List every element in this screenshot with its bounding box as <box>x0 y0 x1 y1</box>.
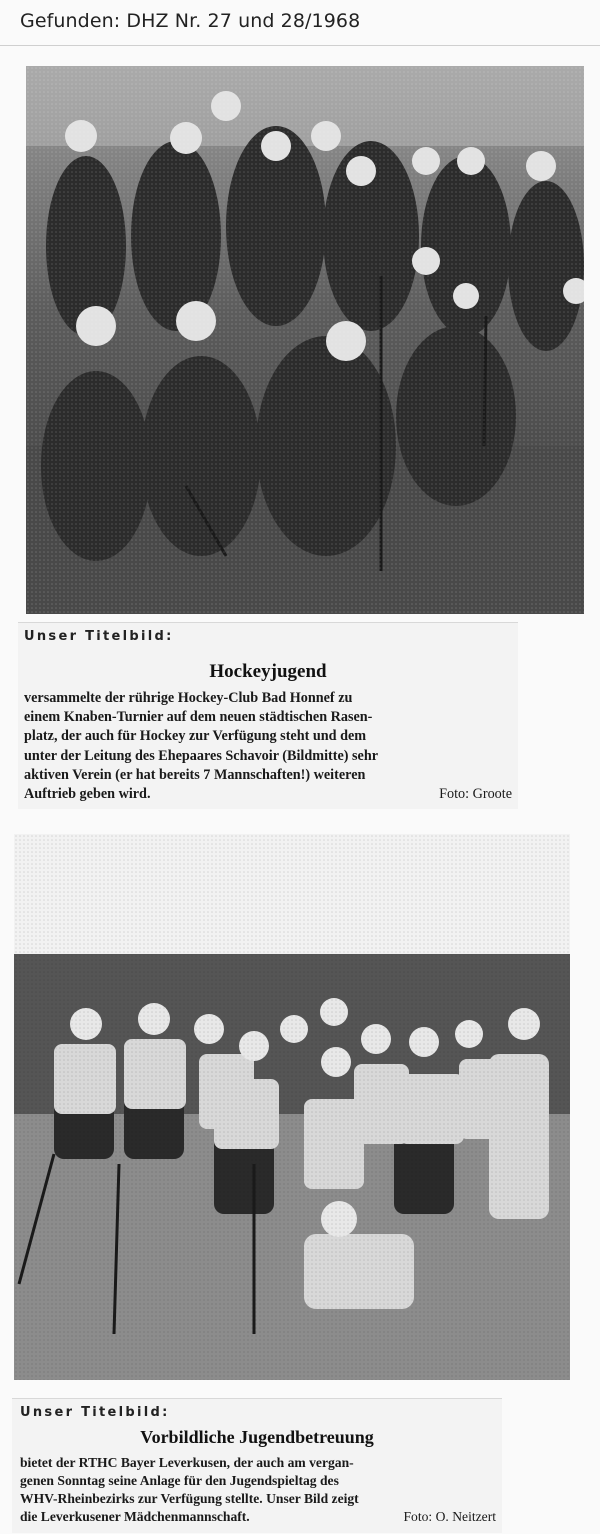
article-headline: Hockeyjugend <box>209 661 327 682</box>
header-divider <box>0 45 600 46</box>
article-body <box>20 1454 496 1526</box>
photo-credit: Foto: Groote <box>439 786 512 803</box>
body-line: versammelte der rührige Hockey-Club Bad Honnef zu <box>24 690 353 706</box>
body-line: WHV-Rheinbezirks zur Verfügung stellte. Unser Bild zeigt <box>20 1491 359 1506</box>
body-line: die Leverkusener Mädchenmannschaft. <box>20 1509 250 1524</box>
body-line: platz, der auch für Hockey zur Verfügung steht und dem <box>24 728 367 745</box>
boys-team-photo <box>26 66 584 614</box>
body-line: Auftrieb geben wird. <box>24 786 151 803</box>
caption-article-1 <box>18 622 518 809</box>
body-line: unter der Leitung des Ehepaares Schavoir (Bildmitte) sehr <box>24 747 379 764</box>
caption-kicker: Unser Titelbild: <box>24 629 174 644</box>
girls-team-photo <box>14 834 570 1380</box>
photo-credit: Foto: O. Neitzert <box>403 1509 496 1524</box>
body-line: genen Sonntag seine Anlage für den Jugendspieltag des <box>20 1473 339 1488</box>
body-line: aktiven Verein (er hat bereits 7 Mannschaften!) weiteren <box>24 766 366 783</box>
body-line: bietet der RTHC Bayer Leverkusen, der auch am vergan- <box>20 1455 354 1470</box>
page-header-title: Gefunden: DHZ Nr. 27 und 28/1968 <box>20 10 361 32</box>
body-line: einem Knaben-Turnier auf dem neuen städtischen Rasen- <box>24 709 373 726</box>
article-headline: Vorbildliche Jugendbetreuung <box>140 1427 374 1447</box>
article-body <box>24 689 512 804</box>
caption-kicker: Unser Titelbild: <box>20 1405 170 1420</box>
caption-article-2 <box>12 1398 502 1533</box>
